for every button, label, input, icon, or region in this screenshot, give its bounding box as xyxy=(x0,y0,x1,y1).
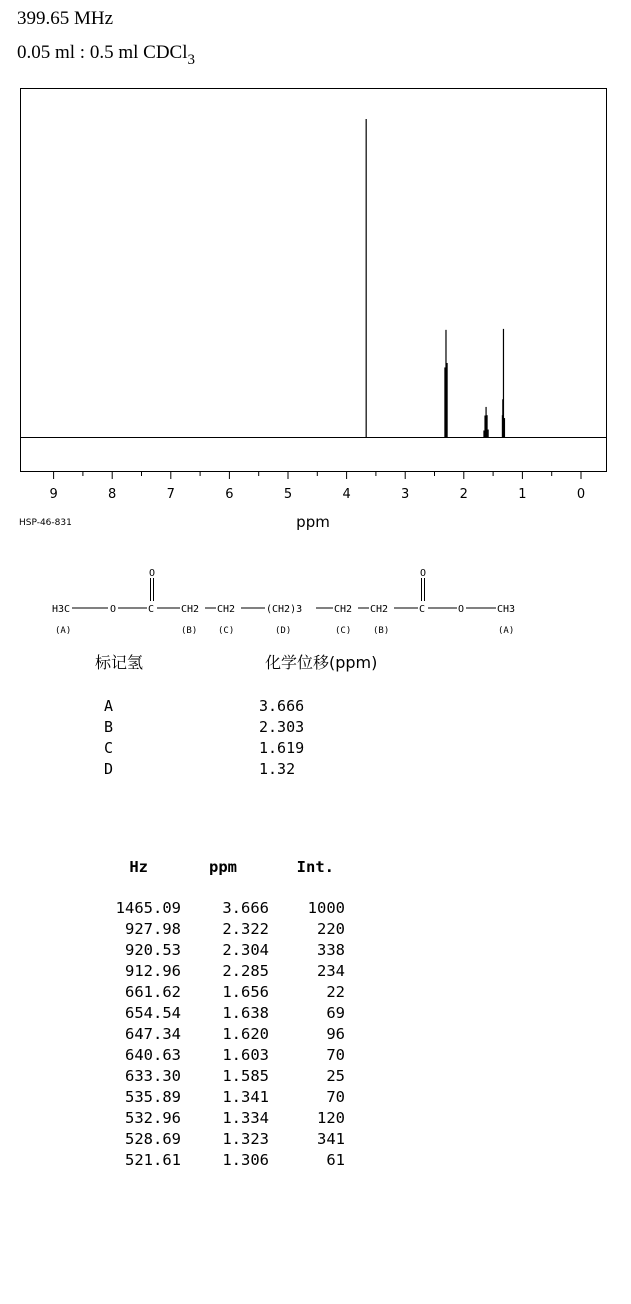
x-tick-label: 4 xyxy=(342,487,351,502)
carbonyl-o-left: O xyxy=(149,568,156,579)
x-tick-label: 7 xyxy=(166,487,175,502)
x-tick-label: 0 xyxy=(576,487,586,502)
atom-h3c: H3C xyxy=(52,604,71,615)
table-cell: 1.620 xyxy=(222,1025,269,1043)
table-cell: 69 xyxy=(326,1004,345,1022)
table-cell: 96 xyxy=(326,1025,345,1043)
table-cell: 3.666 xyxy=(222,899,269,917)
table-cell: 521.61 xyxy=(125,1151,181,1169)
assign-shift: 3.666 xyxy=(259,697,305,715)
x-tick-label: 3 xyxy=(401,487,410,502)
table-header: Hz xyxy=(129,858,148,876)
table-cell: 70 xyxy=(326,1088,345,1106)
table-header: ppm xyxy=(209,858,237,876)
spectrum-code: HSP-46-831 xyxy=(19,518,72,528)
x-tick-label: 8 xyxy=(108,487,117,502)
table-cell: 2.304 xyxy=(222,941,269,959)
table-cell: 927.98 xyxy=(125,920,181,938)
table-cell: 1.638 xyxy=(222,1004,269,1022)
group-label: (C) xyxy=(335,626,352,636)
table-cell: 1.341 xyxy=(222,1088,269,1106)
assign-label: C xyxy=(104,739,114,757)
table-cell: 654.54 xyxy=(125,1004,181,1022)
table-cell: 2.285 xyxy=(222,962,269,980)
x-tick-label: 1 xyxy=(518,487,527,502)
table-cell: 1.585 xyxy=(222,1067,269,1085)
atom-o-right: O xyxy=(458,604,465,615)
table-cell: 1.323 xyxy=(222,1130,269,1148)
assign-shift: 1.32 xyxy=(259,760,296,778)
table-cell: 1000 xyxy=(307,899,345,917)
table-cell: 2.322 xyxy=(222,920,269,938)
group-label: (A) xyxy=(498,626,515,636)
table-cell: 220 xyxy=(317,920,345,938)
table-cell: 1.334 xyxy=(222,1109,269,1127)
atom-ch2: CH2 xyxy=(217,604,236,615)
atom-ch3: CH3 xyxy=(497,604,516,615)
atom-ch2: CH2 xyxy=(370,604,389,615)
table-cell: 1.656 xyxy=(222,983,269,1001)
group-label: (A) xyxy=(55,626,72,636)
x-tick-label: 9 xyxy=(49,487,58,502)
table-cell: 661.62 xyxy=(125,983,181,1001)
x-tick-label: 2 xyxy=(459,487,468,502)
atom-o-left: O xyxy=(110,604,117,615)
table-cell: 1.306 xyxy=(222,1151,269,1169)
table-cell: 640.63 xyxy=(125,1046,181,1064)
atom-c-left: C xyxy=(148,604,155,615)
table-cell: 70 xyxy=(326,1046,345,1064)
carbonyl-o-right: O xyxy=(420,568,427,579)
atom-c-right: C xyxy=(419,604,426,615)
assign-label: B xyxy=(104,718,114,736)
table-cell: 920.53 xyxy=(125,941,181,959)
table-cell: 532.96 xyxy=(125,1109,181,1127)
table-cell: 25 xyxy=(326,1067,345,1085)
group-label: (B) xyxy=(181,626,198,636)
table-cell: 120 xyxy=(317,1109,345,1127)
assign-label: A xyxy=(104,697,114,715)
group-label: (C) xyxy=(218,626,235,636)
table-cell: 528.69 xyxy=(125,1130,181,1148)
table-cell: 341 xyxy=(317,1130,345,1148)
table-cell: 633.30 xyxy=(125,1067,181,1085)
atom-ch2: CH2 xyxy=(181,604,200,615)
table-cell: 234 xyxy=(317,962,345,980)
group-label: (B) xyxy=(373,626,390,636)
x-tick-label: 5 xyxy=(283,487,293,502)
assign-shift: 1.619 xyxy=(259,739,305,757)
assign-shift: 2.303 xyxy=(259,718,305,736)
table-header: Int. xyxy=(296,858,334,876)
table-cell: 912.96 xyxy=(125,962,181,980)
table-cell: 1465.09 xyxy=(115,899,181,917)
table-cell: 535.89 xyxy=(125,1088,181,1106)
table-cell: 61 xyxy=(326,1151,345,1169)
col-hydrogen-label: 标记氢 xyxy=(95,653,144,672)
assign-label: D xyxy=(104,760,114,778)
table-cell: 338 xyxy=(317,941,345,959)
solvent-text: 0.05 ml : 0.5 ml CDCl xyxy=(17,42,188,63)
x-axis-label: ppm xyxy=(296,513,330,531)
atom-ch2: CH2 xyxy=(334,604,353,615)
table-cell: 1.603 xyxy=(222,1046,269,1064)
col-shift-label: 化学位移(ppm) xyxy=(265,653,378,672)
x-tick-label: 6 xyxy=(225,487,234,502)
table-cell: 22 xyxy=(326,983,345,1001)
table-cell: 647.34 xyxy=(125,1025,181,1043)
group-label: (D) xyxy=(275,626,292,636)
solvent-subscript: 3 xyxy=(187,52,195,68)
spectrometer-frequency: 399.65 MHz xyxy=(17,8,114,29)
atom-ch2-3: (CH2)3 xyxy=(266,604,303,615)
